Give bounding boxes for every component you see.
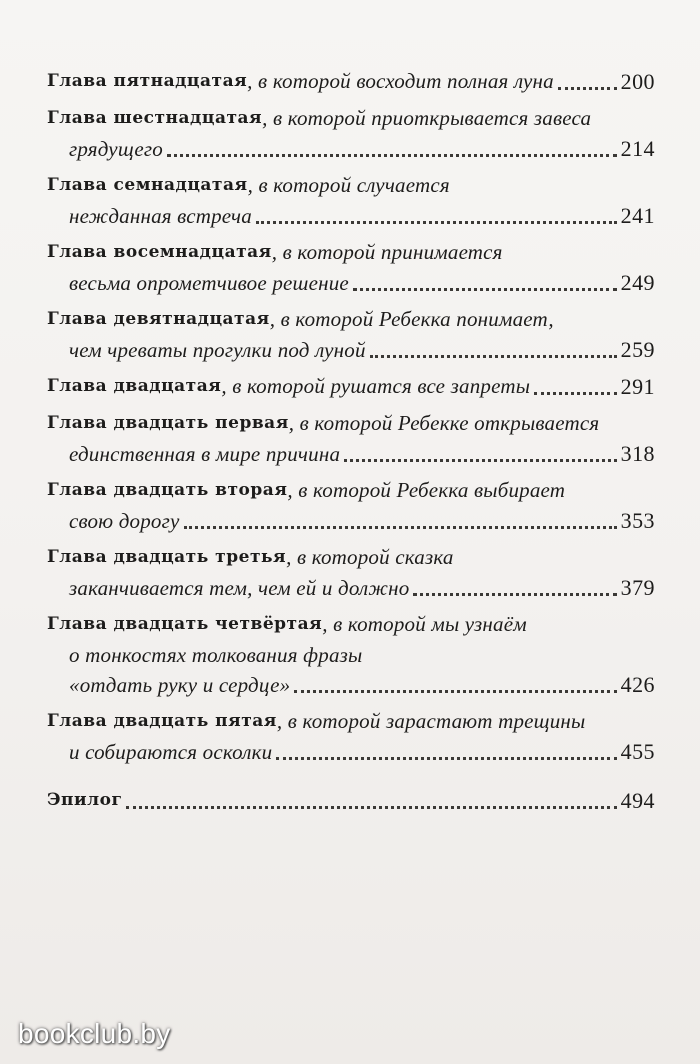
- chapter-subtitle: , в которой случается: [247, 173, 450, 197]
- chapter-title: Глава двадцать вторая: [47, 480, 288, 500]
- dot-leader: [370, 355, 617, 358]
- dot-leader: [256, 221, 617, 224]
- toc-entry-line: [47, 785, 655, 816]
- chapter-subtitle: , в которой Ребекка выбирает: [287, 478, 566, 502]
- toc-entry-line: [47, 706, 655, 737]
- page-number: 200: [620, 69, 655, 94]
- chapter-subtitle: заканчивается тем, чем ей и должно: [69, 576, 410, 600]
- dot-leader: [344, 459, 617, 462]
- chapter-subtitle: , в которой Ребекке открывается: [288, 411, 600, 435]
- toc-entry: [47, 408, 655, 469]
- toc-entry-line: [47, 640, 655, 670]
- toc-entry: [47, 66, 655, 97]
- chapter-title: Глава восемнадцатая: [47, 242, 272, 262]
- toc-entry: [47, 304, 655, 365]
- chapter-title: Глава двадцать четвёртая: [47, 614, 323, 634]
- dot-leader: [276, 757, 616, 760]
- dot-leader: [126, 806, 616, 809]
- chapter-subtitle: свою дорогу: [69, 509, 180, 533]
- page-number: 214: [620, 136, 655, 161]
- toc-entry: [47, 237, 655, 298]
- chapter-title: Глава двадцать пятая: [47, 711, 277, 731]
- toc-entry: [47, 103, 655, 164]
- toc-entry-line: [47, 170, 655, 201]
- page-number: 494: [620, 788, 655, 813]
- table-of-contents: [47, 66, 655, 816]
- chapter-subtitle: , в которой мы узнаём: [322, 612, 527, 636]
- toc-entry-line: [47, 304, 655, 335]
- toc-entry-line: [47, 573, 655, 603]
- chapter-subtitle: о тонкостях толкования фразы: [69, 643, 363, 667]
- toc-entry: [47, 170, 655, 231]
- chapter-subtitle: весьма опрометчивое решение: [69, 271, 349, 295]
- chapter-subtitle: , в которой Ребекка понимает,: [269, 307, 554, 331]
- page-number: 426: [620, 672, 655, 697]
- page-number: 353: [620, 508, 655, 533]
- toc-entry: [47, 542, 655, 603]
- entry-spacer: [47, 767, 655, 773]
- toc-entry-line: [47, 201, 655, 231]
- dot-leader: [534, 392, 617, 395]
- page-number: 318: [620, 441, 655, 466]
- chapter-title: Глава пятнадцатая: [47, 71, 248, 91]
- chapter-title: Глава семнадцатая: [47, 175, 248, 195]
- toc-entry-line: [47, 66, 655, 97]
- dot-leader: [558, 87, 617, 90]
- toc-entry-line: [47, 103, 655, 134]
- page-number: 259: [620, 337, 655, 362]
- chapter-subtitle: , в которой зарастают трещины: [276, 709, 586, 733]
- watermark: bookclub.by: [18, 1018, 171, 1049]
- chapter-subtitle: , в которой восходит полная луна: [247, 69, 554, 93]
- toc-entry-line: [47, 475, 655, 506]
- chapter-title: Глава шестнадцатая: [47, 108, 263, 128]
- toc-entry-line: [47, 439, 655, 469]
- toc-entry-line: [47, 268, 655, 298]
- dot-leader: [294, 690, 616, 693]
- chapter-title: Глава двадцать первая: [47, 413, 289, 433]
- toc-entry-line: [47, 609, 655, 640]
- dot-leader: [167, 154, 617, 157]
- chapter-subtitle: грядущего: [69, 137, 163, 161]
- page-number: 241: [620, 203, 655, 228]
- toc-entry-line: [47, 134, 655, 164]
- chapter-subtitle: , в которой приоткрывается завеса: [262, 106, 592, 130]
- dot-leader: [184, 526, 617, 529]
- epilog-title: Эпилог: [47, 790, 123, 810]
- chapter-title: Глава двадцать третья: [47, 547, 287, 567]
- toc-entry-line: [47, 237, 655, 268]
- toc-entry-line: [47, 670, 655, 700]
- toc-entry-line: [47, 335, 655, 365]
- toc-entry-epilog: [47, 785, 655, 816]
- toc-entry-line: [47, 371, 655, 402]
- chapter-subtitle: чем чреваты прогулки под луной: [69, 338, 366, 362]
- toc-entry-line: [47, 542, 655, 573]
- page-number: 249: [620, 270, 655, 295]
- toc-entry: [47, 609, 655, 700]
- toc-entry: [47, 371, 655, 402]
- toc-entry-line: [47, 506, 655, 536]
- chapter-title: Глава девятнадцатая: [47, 309, 270, 329]
- chapter-subtitle: , в которой рушатся все запреты: [221, 374, 531, 398]
- toc-entry: [47, 706, 655, 767]
- page-number: 379: [620, 575, 655, 600]
- toc-entry-line: [47, 408, 655, 439]
- toc-entry-line: [47, 737, 655, 767]
- chapter-title: Глава двадцатая: [47, 376, 222, 396]
- chapter-subtitle: , в которой сказка: [286, 545, 454, 569]
- page-number: 291: [620, 374, 655, 399]
- chapter-subtitle: «отдать руку и сердце»: [69, 673, 291, 697]
- chapter-subtitle: единственная в мире причина: [69, 442, 341, 466]
- chapter-subtitle: нежданная встреча: [69, 204, 252, 228]
- dot-leader: [353, 288, 617, 291]
- toc-entry: [47, 475, 655, 536]
- page-number: 455: [620, 739, 655, 764]
- dot-leader: [413, 593, 616, 596]
- chapter-subtitle: , в которой принимается: [271, 240, 503, 264]
- chapter-subtitle: и собираются осколки: [69, 740, 273, 764]
